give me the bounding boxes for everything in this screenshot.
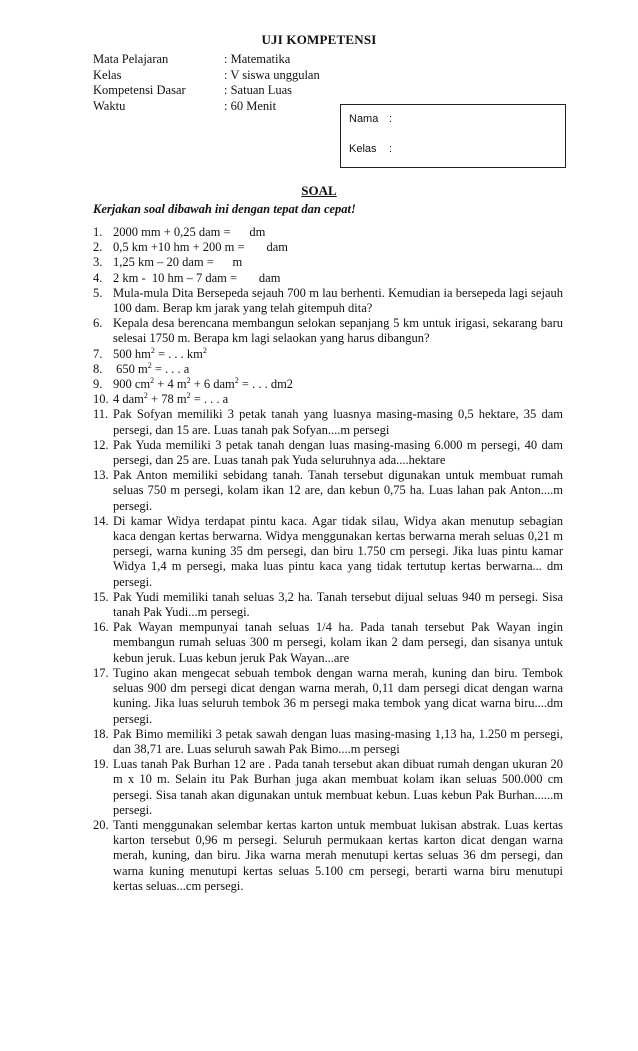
question-number: 9.: [93, 377, 103, 392]
superscript: 2: [202, 345, 207, 355]
superscript: 2: [147, 360, 152, 370]
question-text: 1,25 km – 20 dam = m: [113, 255, 243, 270]
info-value: : 60 Menit: [224, 98, 277, 113]
question-text: Pak Sofyan memiliki 3 petak tanah yang luasnya masing-masing 0,5 hektare, 35 dam persegi, dan 15 are. Luas tanah pak Sofyan....m persegi: [113, 407, 563, 437]
question-item: [93, 377, 563, 392]
superscript: 2: [186, 375, 191, 385]
superscript: 2: [234, 375, 239, 385]
question-number: 4.: [93, 270, 103, 285]
question-item: [93, 818, 563, 894]
question-number: 15.: [93, 589, 109, 604]
question-text: 2000 mm + 0,25 dam = dm: [113, 225, 266, 239]
info-row-class: [93, 68, 320, 84]
question-item: [93, 666, 563, 727]
question-number: 8.: [93, 361, 103, 376]
class-field[interactable]: :: [389, 143, 393, 155]
question-text: Mula-mula Dita Bersepeda sejauh 700 m lau berhenti. Kemudian ia bersepeda lagi sejauh 100 dam. Berap km jarak yang telah gitempuh dita?: [113, 285, 563, 316]
question-number: 16.: [93, 620, 109, 635]
superscript: 2: [150, 345, 155, 355]
question-item: [93, 514, 563, 590]
question-item: [93, 271, 563, 286]
question-text: Pak Anton memiliki sebidang tanah. Tanah tersebut digunakan untuk membuat rumah seluas 750 m persegi, kolam ikan 12 are, dan kebun 0,75 ha. Luas lahan pak Anton....m persegi.: [113, 468, 563, 513]
class-label: Kelas: [349, 143, 377, 155]
question-text: 2 km - 10 hm – 7 dam = dam: [113, 270, 281, 285]
question-part: = . . . km: [154, 346, 203, 361]
info-row-competency: [93, 83, 320, 99]
info-label: Mata Pelajaran: [93, 52, 169, 66]
superscript: 2: [186, 391, 191, 401]
info-label: Waktu: [93, 98, 126, 113]
class-row: [349, 143, 392, 155]
page-title: UJI KOMPETENSI: [261, 32, 377, 47]
question-text: [113, 347, 563, 362]
name-row: [349, 113, 392, 125]
question-item: [93, 255, 563, 270]
superscript: 2: [143, 391, 148, 401]
question-part: 500 hm: [113, 346, 151, 361]
question-part: = . . . dm2: [238, 377, 294, 392]
question-list: [93, 225, 563, 894]
info-block: [93, 52, 320, 114]
question-text: [113, 377, 563, 392]
question-text: Tanti menggunakan selembar kertas karton untuk membuat lukisan abstrak. Luas kertas karton tersebut 0,96 m persegi. Seluruh permukaan kertas karton dicat dengan warna merah, kuning, dan biru. Jika warna merah menutupi kertas seluas 36 dm persegi, dan warna kuning menutupi kertas seluas 5.100 cm persegi, berarti warna biru menutupi kertas seluas...cm persegi.: [113, 817, 563, 893]
question-text: Pak Yuda memiliki 3 petak tanah dengan luas masing-masing 6.000 m persegi, 40 dam persegi, dan 25 are. Luas tanah pak Yuda seluruhnya ada....hektare: [113, 437, 563, 468]
question-part: + 6 dam: [190, 377, 235, 392]
info-label: Kompetensi Dasar: [93, 83, 186, 97]
instruction-text: Kerjakan soal dibawah ini dengan tepat dan cepat!: [93, 202, 356, 216]
question-item: [93, 407, 563, 437]
question-number: 2.: [93, 240, 103, 255]
question-text: Di kamar Widya terdapat pintu kaca. Agar tidak silau, Widya akan menutup sebagian kaca dengan kertas berwarna. Widya menggunakan kertas berwarna merah seluas 0,21 m persegi, warna kuning 35 dm persegi, dan biru 1.750 cm persegi. Jika luas pintu kamar Widya 1,4 m persegi, maka luas pintu kaca yang tidak tertutup kertas berwarna... dm persegi.: [113, 513, 563, 589]
question-item: [93, 240, 563, 255]
question-text: Pak Bimo memiliki 3 petak sawah dengan luas masing-masing 1,13 ha, 1.250 m persegi, dan 38,71 are. Luas seluruh sawah Pak Bimo....m persegi: [113, 726, 563, 756]
question-number: 11.: [93, 407, 109, 422]
question-part: 650 m: [113, 361, 148, 376]
question-text: [113, 392, 563, 407]
question-text: [113, 362, 563, 377]
question-part: 4 dam: [113, 392, 144, 407]
question-part: = . . . a: [151, 361, 190, 376]
student-identity-box: [340, 104, 566, 168]
question-item: [93, 620, 563, 666]
question-item: [93, 757, 563, 818]
question-item: [93, 392, 563, 407]
question-text: Kepala desa berencana membangun selokan sepanjang 5 km untuk irigasi, sekarang baru selesai 1750 m. Berapa km lagi selaokan yang harus dibangun?: [113, 316, 563, 346]
question-item: [93, 316, 563, 346]
question-item: [93, 347, 563, 362]
info-row-time: [93, 99, 320, 115]
question-number: 17.: [93, 665, 109, 680]
info-label: Kelas: [93, 67, 122, 82]
question-part: + 78 m: [147, 392, 187, 407]
question-part: 900 cm: [113, 377, 151, 392]
question-item: [93, 286, 563, 316]
info-value: : Satuan Luas: [224, 83, 293, 97]
question-number: 6.: [93, 316, 103, 331]
question-number: 12.: [93, 437, 109, 452]
question-number: 3.: [93, 255, 103, 270]
question-text: Pak Yudi memiliki tanah seluas 3,2 ha. Tanah tersebut dijual seluas 940 m persegi. Sisa tanah Pak Yudi...m persegi.: [113, 589, 563, 620]
question-number: 20.: [93, 817, 109, 832]
name-label: Nama: [349, 113, 379, 125]
question-item: [93, 590, 563, 620]
question-text: Tugino akan mengecat sebuah tembok dengan warna merah, kuning dan biru. Tembok seluas 900 dm persegi dicat dengan warna merah, 0,11 dam persegi dicat dengan warna kuning. Jika luas seluruh tembok 36 m persegi maka tembok yang dicat warna biru....dm persegi.: [113, 665, 563, 726]
question-item: [93, 362, 563, 377]
question-number: 13.: [93, 468, 109, 483]
question-number: 10.: [93, 392, 109, 407]
question-number: 5.: [93, 285, 103, 300]
question-text: Pak Wayan mempunyai tanah seluas 1/4 ha. Pada tanah tersebut Pak Wayan ingin membangun rumah seluas 300 m persegi, kolam ikan 2 dam persegi, dan sisanya untuk kebun jeruk. Luas kebun jeruk Pak Wayan...are: [113, 620, 563, 665]
question-number: 18.: [93, 726, 109, 741]
question-part: + 4 m: [154, 377, 187, 392]
question-number: 19.: [93, 757, 109, 772]
question-item: [93, 225, 563, 240]
question-text: Luas tanah Pak Burhan 12 are . Pada tanah tersebut akan dibuat rumah dengan ukuran 20 m x 10 m. Selain itu Pak Burhan juga akan membuat kolam ikan seluas 500.000 cm persegi. Sisa tanah akan digunakan untuk membuat kebun. Luas kebun Pak Burhan......m persegi.: [113, 757, 563, 817]
info-value: : Matematika: [224, 52, 291, 66]
name-field[interactable]: :: [389, 113, 393, 125]
question-number: 7.: [93, 346, 103, 361]
question-number: 1.: [93, 225, 103, 239]
question-text: 0,5 km +10 hm + 200 m = dam: [113, 240, 288, 255]
section-title: SOAL: [301, 183, 337, 198]
question-item: [93, 468, 563, 514]
superscript: 2: [150, 375, 155, 385]
question-number: 14.: [93, 513, 109, 528]
info-row-subject: [93, 52, 320, 68]
question-item: [93, 438, 563, 468]
info-value: : V siswa unggulan: [224, 67, 320, 82]
question-item: [93, 727, 563, 757]
question-part: = . . . a: [190, 392, 229, 407]
